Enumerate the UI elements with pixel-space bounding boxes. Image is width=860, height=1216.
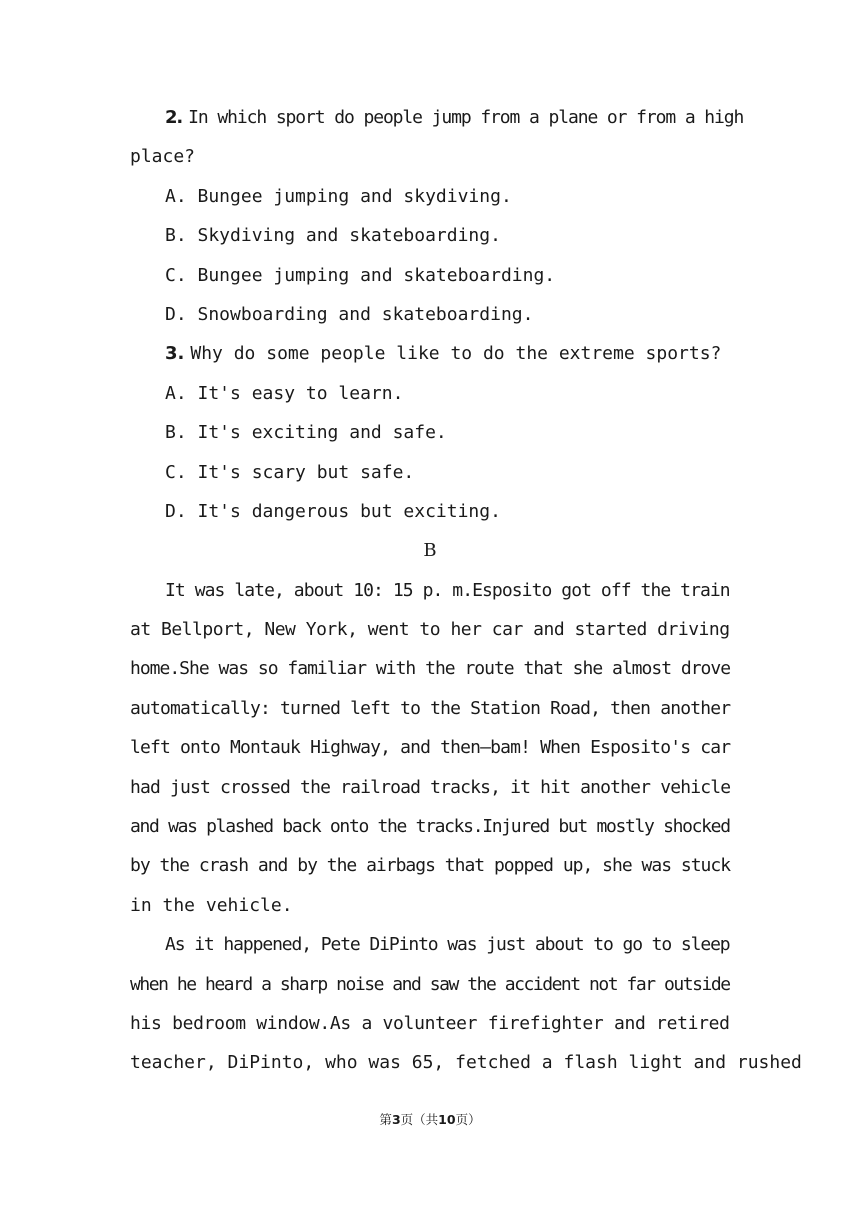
option-b: B. Skydiving and skateboarding. [165,225,501,247]
option-d: D. It's dangerous but exciting. [165,500,501,522]
option-a: A. It's easy to learn. [165,382,404,404]
passage-line: left onto Montauk Highway, and then—bam! When Esposito's car [130,737,731,759]
question-text: In which sport do people jump from a plane or from a high [188,107,744,128]
section-heading: B [423,540,437,562]
passage-paragraph-2 [130,925,802,1083]
question-2 [130,98,744,137]
passage-line: home.She was so familiar with the route that she almost drove [130,658,731,680]
question-3 [130,334,730,373]
footer-page-number: 3 [391,1112,401,1127]
passage-line: automatically: turned left to the Station Road, then another [130,697,731,719]
passage-line: and was plashed back onto the tracks.Injured but mostly shocked [130,816,730,838]
passage-line: teacher, DiPinto, who was 65, fetched a flash light and rushed [130,1052,802,1074]
passage-line: in the vehicle. [130,894,293,916]
footer-total-pages: 10 [438,1112,456,1127]
question-text: Why do some people like to do the extreme sports? [190,343,722,365]
page-content [130,98,802,1083]
passage-paragraph-1 [130,571,730,926]
passage-line: It was late, about 10: 15 p. m.Esposito got off the train [165,579,730,601]
passage-line: when he heard a sharp noise and saw the accident not far outside [130,973,730,995]
question-text-continued: place? [130,146,196,168]
question-number: 2. [165,107,183,128]
passage-line: As it happened, Pete DiPinto was just about to go to sleep [165,934,730,956]
question-number: 3. [165,343,185,365]
footer-suffix: 页） [455,1112,481,1127]
option-a: A. Bungee jumping and skydiving. [165,185,512,207]
page-footer [0,1110,860,1128]
footer-prefix: 第 [379,1112,392,1127]
option-b: B. It's exciting and safe. [165,422,447,444]
footer-middle: 页（共 [400,1112,439,1127]
passage-line: his bedroom window.As a volunteer firefighter and retired [130,1012,730,1034]
passage-line: had just crossed the railroad tracks, it hit another vehicle [130,776,731,798]
option-d: D. Snowboarding and skateboarding. [165,303,534,325]
passage-line: at Bellport, New York, went to her car and started driving [130,619,730,641]
option-c: C. Bungee jumping and skateboarding. [165,264,556,286]
passage-line: by the crash and by the airbags that popped up, she was stuck [130,855,731,877]
option-c: C. It's scary but safe. [165,461,415,483]
